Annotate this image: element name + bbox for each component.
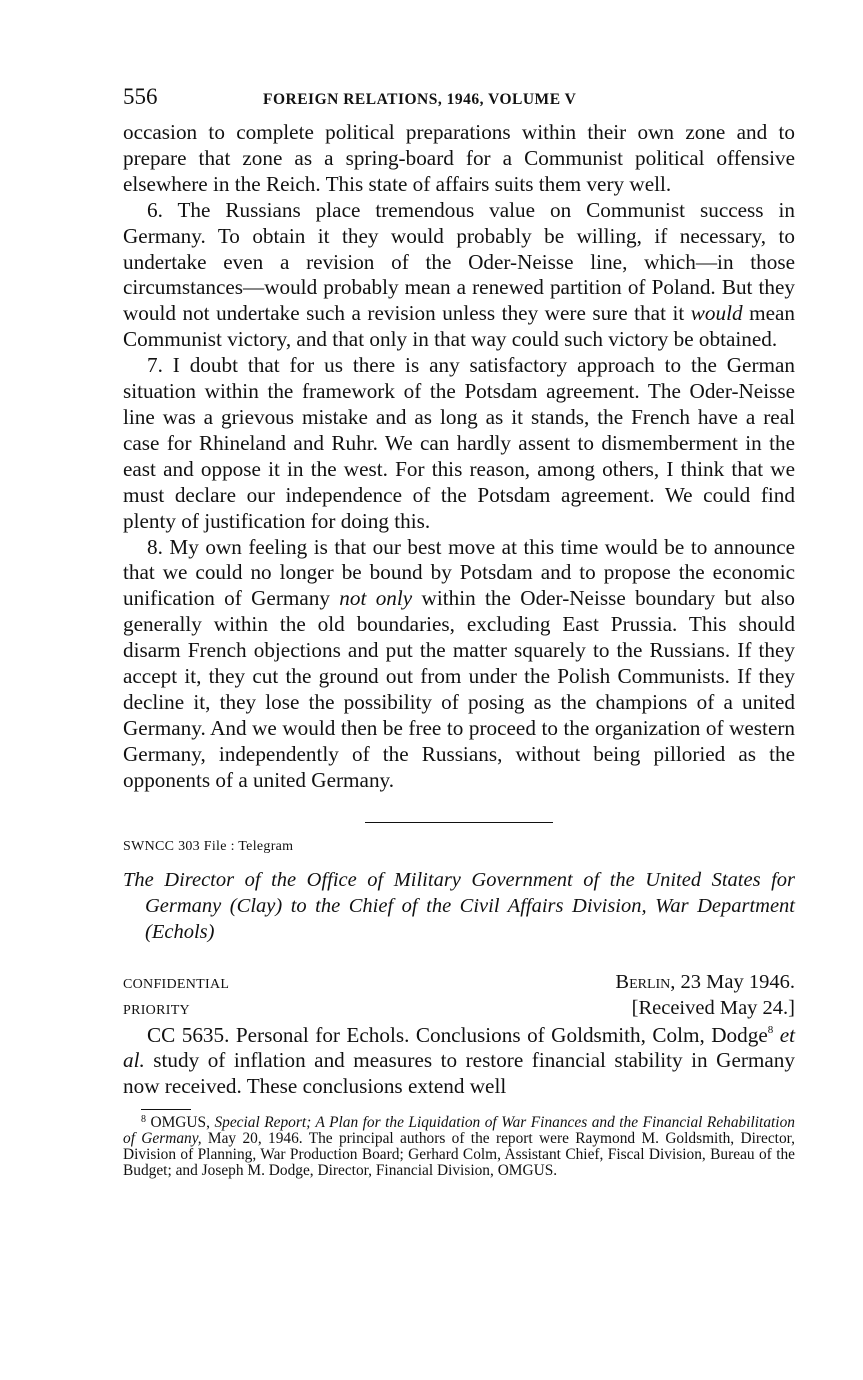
paragraph-6-text-a: 6. The Russians place tremendous value on Communist success in Germany. To obtain it they would probably be willing, if necessary, to undertake even a revision of the Oder-Neisse line, which—in those circumstances—would probably mean a renewed partition of Poland. But they would not undertake such a revision unless they were sure that it [123, 197, 795, 326]
paragraph-8 [123, 535, 795, 794]
running-title: FOREIGN RELATIONS, 1946, VOLUME V [263, 91, 577, 108]
telegram-text-a: CC 5635. Personal for Echols. Conclusions of Goldsmith, Colm, Dodge [147, 1022, 768, 1047]
footnote-text: May 20, 1946. The principal authors of the report were Raymond M. Goldsmith, Director, Division of Planning, War Production Board; Gerhard Colm, Assistant Chief, Fiscal Division, Bureau of the Budget; and Joseph M. Dodge, Director, Financial Division, OMGUS. [123, 1130, 795, 1179]
document-page [123, 84, 795, 1178]
priority-row [123, 995, 795, 1021]
date: , 23 May 1946. [670, 970, 795, 993]
title-part-1: The Director of the Office of Military Government of the United States for Germany ( [123, 868, 795, 917]
paragraph-8-emphasis: not only [339, 586, 413, 611]
file-reference: SWNCC 303 File : Telegram [123, 838, 294, 854]
title-part-2: ) to the Chief of the Civil Affairs Division, War Department ( [145, 894, 795, 943]
title-part-3: ) [207, 920, 215, 943]
telegram-text-b: study of inflation and measures to restore financial stability in Germany now received. These conclusions extend well [123, 1048, 795, 1099]
paragraph-6-emphasis: would [690, 301, 743, 326]
paragraph-6 [123, 198, 795, 353]
title-echols: Echols [151, 920, 208, 943]
footnote-marker: 8 [767, 1023, 774, 1036]
classification-row [123, 969, 795, 995]
paragraph-continued: occasion to complete political preparations within their own zone and to prepare that zone as a spring-board for a Communist political offensive elsewhere in the Reich. This state of affairs suits them very well. [123, 120, 795, 196]
telegram-emphasis: et al. [123, 1022, 795, 1073]
classification: CONFIDENTIAL [123, 976, 230, 992]
document-title [123, 867, 795, 945]
footnote-org: OMGUS, [150, 1114, 215, 1132]
dateline [615, 969, 795, 995]
main-text [123, 120, 795, 794]
footnote-rule [141, 1109, 191, 1110]
paragraph-6-text-b: mean Communist victory, and that only in that way could such victory be obtained. [123, 301, 795, 352]
telegram-paragraph [123, 1023, 795, 1101]
paragraph-8-text-a: 8. My own feeling is that our best move at this time would be to announce that we could no longer be bound by Potsdam and to propose the economic unification of Germany [123, 534, 795, 611]
received-date: [Received May 24.] [631, 996, 795, 1019]
paragraph-8-text-b: within the Oder-Neisse boundary but also generally within the old boundaries, excluding East Prussia. This should disarm French objections and put the matter squarely to the Russians. If they accept it, they cut the ground out from under the Polish Communists. If they decline it, they lose the possibility of posing as the champions of a united Germany. And we would then be free to proceed to the organization of western Germany, independently of the Russians, without being pilloried as the opponents of a united Germany. [123, 586, 795, 792]
priority: PRIORITY [123, 1002, 190, 1018]
title-clay: Clay [236, 894, 276, 917]
telegram-text [123, 1023, 795, 1101]
paragraph-7: 7. I doubt that for us there is any satisfactory approach to the German situation within the framework of the Potsdam agreement. The Oder-Neisse line was a grievous mistake and as long as it stands, the French have a real case for Rhineland and Ruhr. We can hardly assent to dismemberment in the east and oppose it in the west. For this reason, among others, I think that we must declare our independence of the Potsdam agreement. We could find plenty of justification for doing this. [123, 353, 795, 533]
section-divider [365, 822, 553, 823]
place: Berlin [615, 970, 671, 993]
footnote-title: Special Report; A Plan for the Liquidation of War Finances and the Financial Rehabilitation of Germany, [123, 1114, 795, 1148]
footnote-number: 8 [141, 1114, 146, 1126]
page-number: 556 [123, 84, 158, 109]
page-header [123, 84, 795, 120]
footnote [123, 1115, 795, 1178]
